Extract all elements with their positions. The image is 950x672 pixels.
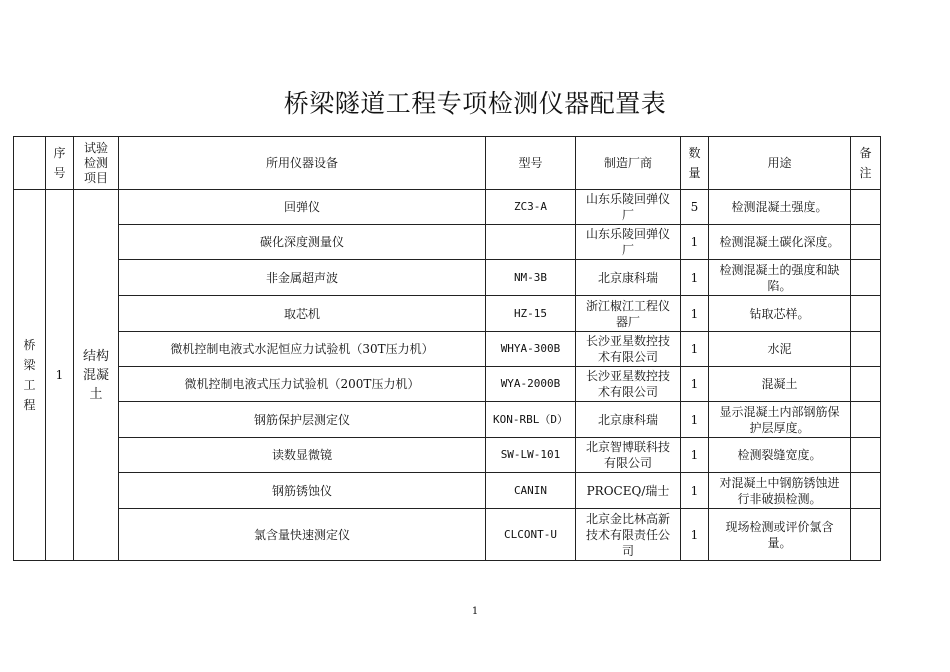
maker-cell: 北京智博联科技有限公司 bbox=[576, 438, 681, 473]
table-row bbox=[14, 332, 881, 367]
maker-cell: PROCEQ/瑞士 bbox=[576, 473, 681, 509]
table-row bbox=[14, 260, 881, 296]
category-cell: 桥梁工程 bbox=[14, 190, 46, 561]
equipment-cell: 钢筋锈蚀仪 bbox=[119, 473, 486, 509]
equipment-cell: 回弹仪 bbox=[119, 190, 486, 225]
model-cell: HZ-15 bbox=[486, 296, 576, 332]
remark-cell bbox=[851, 225, 881, 260]
page-title: 桥梁隧道工程专项检测仪器配置表 bbox=[283, 89, 667, 118]
table-row bbox=[14, 402, 881, 438]
maker-cell: 北京康科瑞 bbox=[576, 260, 681, 296]
header-qty: 数量 bbox=[681, 137, 709, 190]
equipment-cell: 取芯机 bbox=[119, 296, 486, 332]
remark-cell bbox=[851, 473, 881, 509]
purpose-cell: 钻取芯样。 bbox=[709, 296, 851, 332]
maker-cell: 长沙亚星数控技术有限公司 bbox=[576, 332, 681, 367]
equipment-cell: 氯含量快速测定仪 bbox=[119, 509, 486, 561]
header-remark: 备注 bbox=[851, 137, 881, 190]
table-row bbox=[14, 190, 881, 225]
purpose-cell: 显示混凝土内部钢筋保护层厚度。 bbox=[709, 402, 851, 438]
model-cell: CLCONT-U bbox=[486, 509, 576, 561]
purpose-cell: 检测裂缝宽度。 bbox=[709, 438, 851, 473]
model-cell: WYA-2000B bbox=[486, 367, 576, 402]
header-seq: 序号 bbox=[46, 137, 74, 190]
maker-cell: 北京康科瑞 bbox=[576, 402, 681, 438]
qty-cell: 5 bbox=[681, 190, 709, 225]
equipment-cell: 微机控制电液式压力试验机（200T压力机） bbox=[119, 367, 486, 402]
qty-cell: 1 bbox=[681, 332, 709, 367]
qty-cell: 1 bbox=[681, 473, 709, 509]
purpose-cell: 检测混凝土碳化深度。 bbox=[709, 225, 851, 260]
header-equipment: 所用仪器设备 bbox=[119, 137, 486, 190]
seq-cell: 1 bbox=[46, 190, 74, 561]
maker-cell: 长沙亚星数控技术有限公司 bbox=[576, 367, 681, 402]
remark-cell bbox=[851, 296, 881, 332]
model-cell: SW-LW-101 bbox=[486, 438, 576, 473]
qty-cell: 1 bbox=[681, 260, 709, 296]
purpose-cell: 现场检测或评价氯含量。 bbox=[709, 509, 851, 561]
header-test-item: 试验检测项目 bbox=[74, 137, 119, 190]
qty-cell: 1 bbox=[681, 367, 709, 402]
page-number: 1 bbox=[471, 606, 479, 617]
equipment-cell: 钢筋保护层测定仪 bbox=[119, 402, 486, 438]
remark-cell bbox=[851, 367, 881, 402]
equipment-cell: 读数显微镜 bbox=[119, 438, 486, 473]
maker-cell: 浙江椒江工程仪器厂 bbox=[576, 296, 681, 332]
table-row bbox=[14, 438, 881, 473]
maker-cell: 山东乐陵回弹仪厂 bbox=[576, 225, 681, 260]
equipment-cell: 非金属超声波 bbox=[119, 260, 486, 296]
qty-cell: 1 bbox=[681, 225, 709, 260]
model-cell: NM-3B bbox=[486, 260, 576, 296]
purpose-cell: 对混凝土中钢筋锈蚀进行非破损检测。 bbox=[709, 473, 851, 509]
table-row bbox=[14, 367, 881, 402]
table-row bbox=[14, 296, 881, 332]
header-category bbox=[14, 137, 46, 190]
header-purpose: 用途 bbox=[709, 137, 851, 190]
table-row bbox=[14, 509, 881, 561]
qty-cell: 1 bbox=[681, 296, 709, 332]
remark-cell bbox=[851, 260, 881, 296]
table-row bbox=[14, 225, 881, 260]
remark-cell bbox=[851, 402, 881, 438]
equipment-cell: 微机控制电液式水泥恒应力试验机（30T压力机） bbox=[119, 332, 486, 367]
purpose-cell: 检测混凝土强度。 bbox=[709, 190, 851, 225]
model-cell: ZC3-A bbox=[486, 190, 576, 225]
equipment-cell: 碳化深度测量仪 bbox=[119, 225, 486, 260]
purpose-cell: 混凝土 bbox=[709, 367, 851, 402]
table-row bbox=[14, 473, 881, 509]
model-cell: WHYA-300B bbox=[486, 332, 576, 367]
test-item-cell: 结构混凝土 bbox=[74, 190, 119, 561]
model-cell bbox=[486, 225, 576, 260]
remark-cell bbox=[851, 438, 881, 473]
header-model: 型号 bbox=[486, 137, 576, 190]
purpose-cell: 检测混凝土的强度和缺陷。 bbox=[709, 260, 851, 296]
remark-cell bbox=[851, 190, 881, 225]
table-header-row bbox=[14, 137, 881, 190]
maker-cell: 北京金比林高新技术有限责任公司 bbox=[576, 509, 681, 561]
maker-cell: 山东乐陵回弹仪厂 bbox=[576, 190, 681, 225]
equipment-table bbox=[13, 136, 881, 561]
purpose-cell: 水泥 bbox=[709, 332, 851, 367]
remark-cell bbox=[851, 509, 881, 561]
model-cell: KON-RBL（D） bbox=[486, 402, 576, 438]
model-cell: CANIN bbox=[486, 473, 576, 509]
qty-cell: 1 bbox=[681, 438, 709, 473]
remark-cell bbox=[851, 332, 881, 367]
qty-cell: 1 bbox=[681, 402, 709, 438]
qty-cell: 1 bbox=[681, 509, 709, 561]
header-maker: 制造厂商 bbox=[576, 137, 681, 190]
